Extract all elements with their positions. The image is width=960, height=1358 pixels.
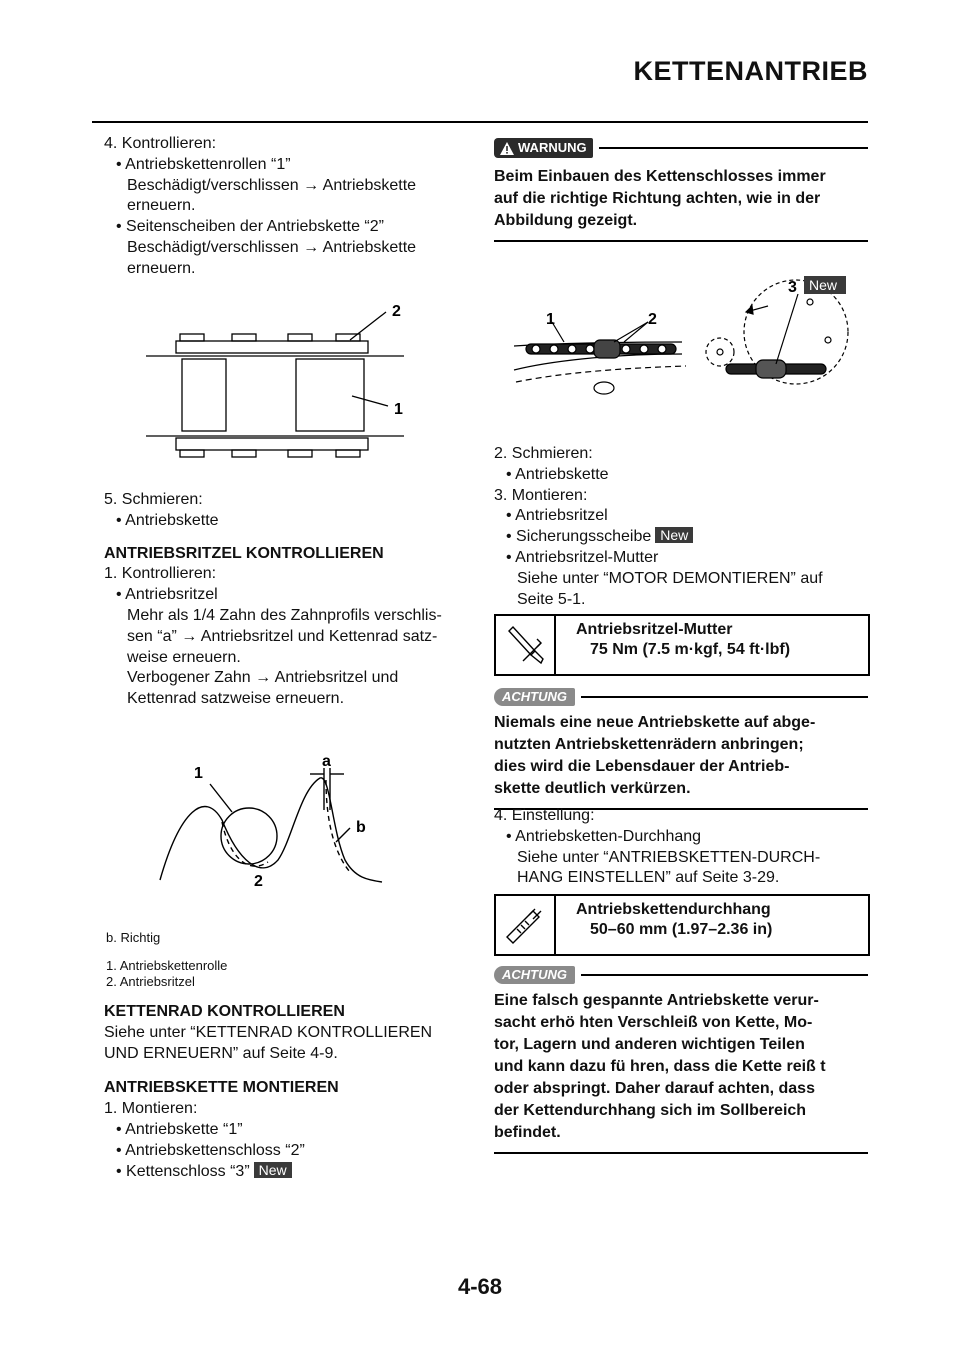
wrench-icon bbox=[496, 616, 556, 674]
caution-text: befindet. bbox=[494, 1124, 561, 1141]
section-heading: ANTRIEBSRITZEL KONTROLLIEREN bbox=[104, 544, 384, 562]
detail: Mehr als 1/4 Zahn des Zahnprofils verschlis- bbox=[127, 606, 442, 624]
step-title: 1. Kontrollieren: bbox=[104, 565, 217, 583]
paragraph: UND ERNEUERN” auf Seite 4-9. bbox=[104, 1044, 338, 1062]
slack-spec-box bbox=[494, 894, 870, 956]
bullet: • Antriebsritzel-Mutter bbox=[506, 548, 659, 566]
bullet: • Seitenscheiben der Antriebskette “2” bbox=[116, 218, 384, 236]
detail: weise erneuern. bbox=[127, 648, 241, 666]
warning-end-rule bbox=[494, 240, 868, 242]
caution-text: und kann dazu fü hren, dass die Kette reiß t bbox=[494, 1058, 826, 1075]
section-heading: ANTRIEBSKETTE MONTIEREN bbox=[104, 1079, 339, 1097]
spec-name: Antriebsritzel-Mutter bbox=[576, 621, 733, 638]
callout-2: 2 bbox=[648, 311, 657, 328]
spec-value: 50–60 mm (1.97–2.36 in) bbox=[590, 921, 773, 938]
detail: Seite 5-1. bbox=[517, 590, 586, 608]
caption-b: b. Richtig bbox=[106, 930, 161, 945]
caution-badge: ACHTUNG bbox=[494, 966, 575, 984]
step-title: 1. Montieren: bbox=[104, 1100, 198, 1118]
caution-badge: ACHTUNG bbox=[494, 688, 575, 706]
badge-rule bbox=[599, 147, 868, 149]
caution-text: Niemals eine neue Antriebskette auf abge- bbox=[494, 714, 816, 731]
warning-text: Abbildung gezeigt. bbox=[494, 212, 638, 229]
caliper-icon bbox=[496, 896, 556, 954]
bullet: • Antriebsketten-Durchhang bbox=[506, 827, 702, 845]
page-title: KETTENANTRIEB bbox=[633, 56, 868, 86]
torque-spec-box bbox=[494, 614, 870, 676]
caution-text: oder abspringt. Daher darauf achten, dass bbox=[494, 1080, 815, 1097]
detail: HANG EINSTELLEN” auf Seite 3-29. bbox=[517, 869, 780, 887]
bullet: • Antriebsritzel bbox=[506, 507, 608, 525]
callout-1: 1 bbox=[546, 311, 555, 328]
bullet: • Antriebskette bbox=[506, 465, 609, 483]
new-part-badge: New bbox=[655, 527, 693, 543]
spec-name: Antriebskettendurchhang bbox=[576, 901, 771, 918]
step-4-inspect bbox=[104, 134, 464, 280]
section-heading: KETTENRAD KONTROLLIEREN bbox=[104, 1003, 345, 1020]
warning-block bbox=[494, 138, 868, 242]
detail: Siehe unter “MOTOR DEMONTIEREN” auf bbox=[517, 569, 823, 587]
chain-link-diagram bbox=[140, 296, 420, 478]
caution-text: der Kettendurchhang sich im Sollbereich bbox=[494, 1102, 807, 1119]
step-title: 5. Schmieren: bbox=[104, 491, 203, 508]
steps-2-3 bbox=[494, 444, 868, 610]
detail: Verbogener Zahn → Antriebsritzel und bbox=[127, 669, 399, 687]
detail: Siehe unter “ANTRIEBSKETTEN-DURCH- bbox=[517, 848, 821, 866]
callout-1: 1 bbox=[394, 401, 403, 418]
chain-lock-diagram bbox=[506, 272, 868, 400]
bullet: • Antriebskette bbox=[116, 511, 219, 529]
caution-text: dies wird die Lebensdauer der Antrieb- bbox=[494, 758, 790, 775]
caution-block-2 bbox=[494, 966, 868, 1154]
bullet: • Antriebskette “1” bbox=[116, 1120, 243, 1138]
spec-value: 75 Nm (7.5 m·kgf, 54 ft·lbf) bbox=[590, 641, 791, 658]
caution-text: Eine falsch gespannte Antriebskette verur- bbox=[494, 992, 819, 1009]
caution-header bbox=[494, 966, 868, 984]
warning-text: Beim Einbauen des Kettenschlosses immer bbox=[494, 168, 826, 185]
caution-block-1 bbox=[494, 688, 868, 810]
warning-text: auf die richtige Richtung achten, wie in der bbox=[494, 190, 821, 207]
bullet: • Antriebskettenschloss “2” bbox=[116, 1141, 305, 1159]
figure-caption bbox=[106, 930, 446, 990]
warning-triangle-icon bbox=[500, 142, 514, 155]
step-title: 4. Kontrollieren: bbox=[104, 135, 217, 152]
warning-header bbox=[494, 138, 868, 158]
bullet-text: • Sicherungsscheibe bbox=[506, 528, 652, 546]
bullet bbox=[494, 527, 868, 548]
warning-badge-text: WARNUNG bbox=[518, 139, 587, 155]
caution-text: nutzten Antriebskettenrädern anbringen; bbox=[494, 736, 804, 753]
callout-a: a bbox=[322, 753, 331, 770]
step-title: 4. Einstellung: bbox=[494, 807, 595, 824]
callout-b: b bbox=[356, 819, 366, 836]
callout-1: 1 bbox=[194, 765, 203, 782]
detail: Beschädigt/verschlissen → Antriebskette bbox=[127, 176, 417, 194]
caution-text: tor, Lagern und anderen wichtigen Teilen bbox=[494, 1036, 805, 1053]
new-part-badge: New bbox=[809, 277, 838, 293]
caption-2: 2. Antriebsritzel bbox=[106, 974, 195, 989]
caution-text: sacht erhö hten Verschleiß von Kette, Mo- bbox=[494, 1014, 813, 1031]
section-wheel-and-mount bbox=[104, 990, 464, 1182]
step-title: 3. Montieren: bbox=[494, 486, 588, 504]
caution-text: skette deutlich verkürzen. bbox=[494, 780, 691, 797]
warning-badge bbox=[494, 138, 593, 158]
detail: sen “a” → Antriebsritzel und Kettenrad satz- bbox=[127, 627, 438, 645]
bullet bbox=[104, 1162, 464, 1183]
badge-rule bbox=[581, 974, 868, 976]
caution-header bbox=[494, 688, 868, 706]
callout-2: 2 bbox=[392, 303, 401, 320]
bullet-text: • Kettenschloss “3” bbox=[116, 1162, 250, 1180]
sprocket-tooth-diagram bbox=[150, 750, 390, 900]
step-4-adjust bbox=[494, 806, 868, 889]
callout-3: 3 bbox=[788, 279, 797, 296]
page-number: 4-68 bbox=[457, 1274, 503, 1299]
caution-end-rule bbox=[494, 1152, 868, 1154]
callout-2: 2 bbox=[254, 873, 263, 890]
step-5-lubricate bbox=[104, 490, 464, 710]
detail: erneuern. bbox=[127, 259, 196, 277]
paragraph: Siehe unter “KETTENRAD KONTROLLIEREN bbox=[104, 1023, 433, 1041]
new-part-badge: New bbox=[254, 1162, 292, 1178]
caption-1: 1. Antriebskettenrolle bbox=[106, 958, 228, 973]
spec-text bbox=[556, 616, 790, 674]
spec-text bbox=[556, 896, 772, 954]
detail: Beschädigt/verschlissen → Antriebskette bbox=[127, 238, 417, 256]
bullet: • Antriebsritzel bbox=[116, 586, 218, 604]
step-title: 2. Schmieren: bbox=[494, 445, 593, 462]
badge-rule bbox=[581, 696, 868, 698]
bullet: • Antriebskettenrollen “1” bbox=[116, 155, 291, 173]
detail: erneuern. bbox=[127, 197, 196, 215]
detail: Kettenrad satzweise erneuern. bbox=[127, 690, 345, 708]
header-rule bbox=[92, 121, 868, 123]
